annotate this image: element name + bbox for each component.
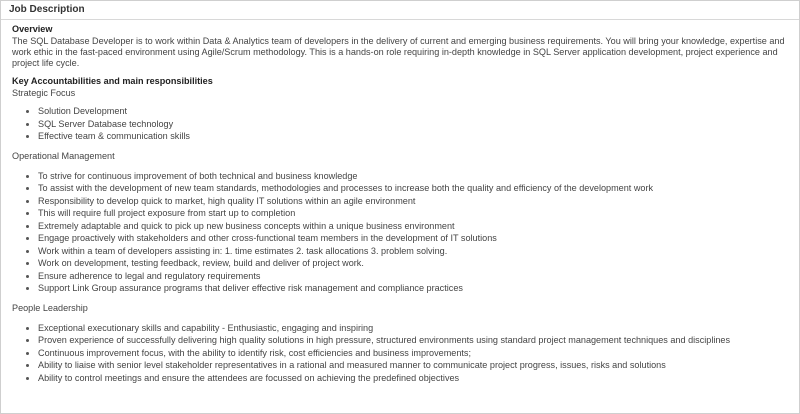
list-item: Ability to liaise with senior level stakeholder representatives in a rational and measured manner to communicate project progress, issues, risks and solutions <box>12 360 794 373</box>
bullet-icon <box>26 262 29 265</box>
bullet-icon <box>26 275 29 278</box>
bullet-icon <box>26 110 29 113</box>
key-accountabilities-heading: Key Accountabilities and main responsibilities <box>12 76 213 86</box>
overview-line: The SQL Database Developer is to work within Data & Analytics team of developers in the delivery of current and emerging business requirements. You will bring your knowledge, expertise and <box>12 36 785 46</box>
list-item: Engage proactively with stakeholders and other cross-functional team members in the development of IT solutions <box>12 233 794 246</box>
bullet-icon <box>26 175 29 178</box>
operational-management-title: Operational Management <box>12 150 115 161</box>
bullet-icon <box>26 377 29 380</box>
overview-heading: Overview <box>12 24 53 34</box>
bullet-icon <box>26 352 29 355</box>
list-item: To assist with the development of new team standards, methodologies and processes to increase both the quality and efficiency of the development work <box>12 183 794 196</box>
operational-management-list <box>12 171 794 296</box>
list-item: Continuous improvement focus, with the ability to identify risk, cost efficiencies and business improvements; <box>12 348 794 361</box>
bullet-icon <box>26 250 29 253</box>
overview-paragraph <box>12 36 794 70</box>
bullet-icon <box>26 135 29 138</box>
list-item: Ability to control meetings and ensure the attendees are focussed on achieving the predefined objectives <box>12 373 794 386</box>
bullet-icon <box>26 287 29 290</box>
list-item: Work within a team of developers assisting in: 1. time estimates 2. task allocations 3. problem solving. <box>12 246 794 259</box>
list-item: Work on development, testing feedback, review, build and deliver of project work. <box>12 258 794 271</box>
overview-line: project life cycle. <box>12 58 80 69</box>
people-leadership-list <box>12 323 794 386</box>
section-title: Job Description <box>9 4 85 15</box>
bullet-icon <box>26 187 29 190</box>
overview-line: work ethic in the fast-paced environment using Agile/Scrum methodology. This is a hands-on role requiring in-depth knowledge in SQL Server application development, project experience and <box>12 47 778 58</box>
list-item: Extremely adaptable and quick to pick up new business concepts within a unique business environment <box>12 221 794 234</box>
bullet-icon <box>26 212 29 215</box>
section-header <box>1 1 799 20</box>
people-leadership-title: People Leadership <box>12 302 88 313</box>
list-item: Support Link Group assurance programs that deliver effective risk management and compliance practices <box>12 283 794 296</box>
job-description-content <box>12 24 794 385</box>
bullet-icon <box>26 200 29 203</box>
bullet-icon <box>26 237 29 240</box>
strategic-focus-list <box>12 106 794 144</box>
strategic-focus-title: Strategic Focus <box>12 88 76 98</box>
bullet-icon <box>26 364 29 367</box>
list-item: This will require full project exposure from start up to completion <box>12 208 794 221</box>
list-item: Effective team & communication skills <box>12 131 794 144</box>
list-item: To strive for continuous improvement of both technical and business knowledge <box>12 171 794 184</box>
list-item: Proven experience of successfully delivering high quality solutions in high pressure, structured environments using standard project management techniques and disciplines <box>12 335 794 348</box>
list-item: Solution Development <box>12 106 794 119</box>
list-item: SQL Server Database technology <box>12 119 794 132</box>
list-item: Responsibility to develop quick to market, high quality IT solutions within an agile environment <box>12 196 794 209</box>
list-item: Ensure adherence to legal and regulatory requirements <box>12 271 794 284</box>
bullet-icon <box>26 225 29 228</box>
list-item: Exceptional executionary skills and capability - Enthusiastic, engaging and inspiring <box>12 323 794 336</box>
bullet-icon <box>26 339 29 342</box>
bullet-icon <box>26 123 29 126</box>
bullet-icon <box>26 327 29 330</box>
